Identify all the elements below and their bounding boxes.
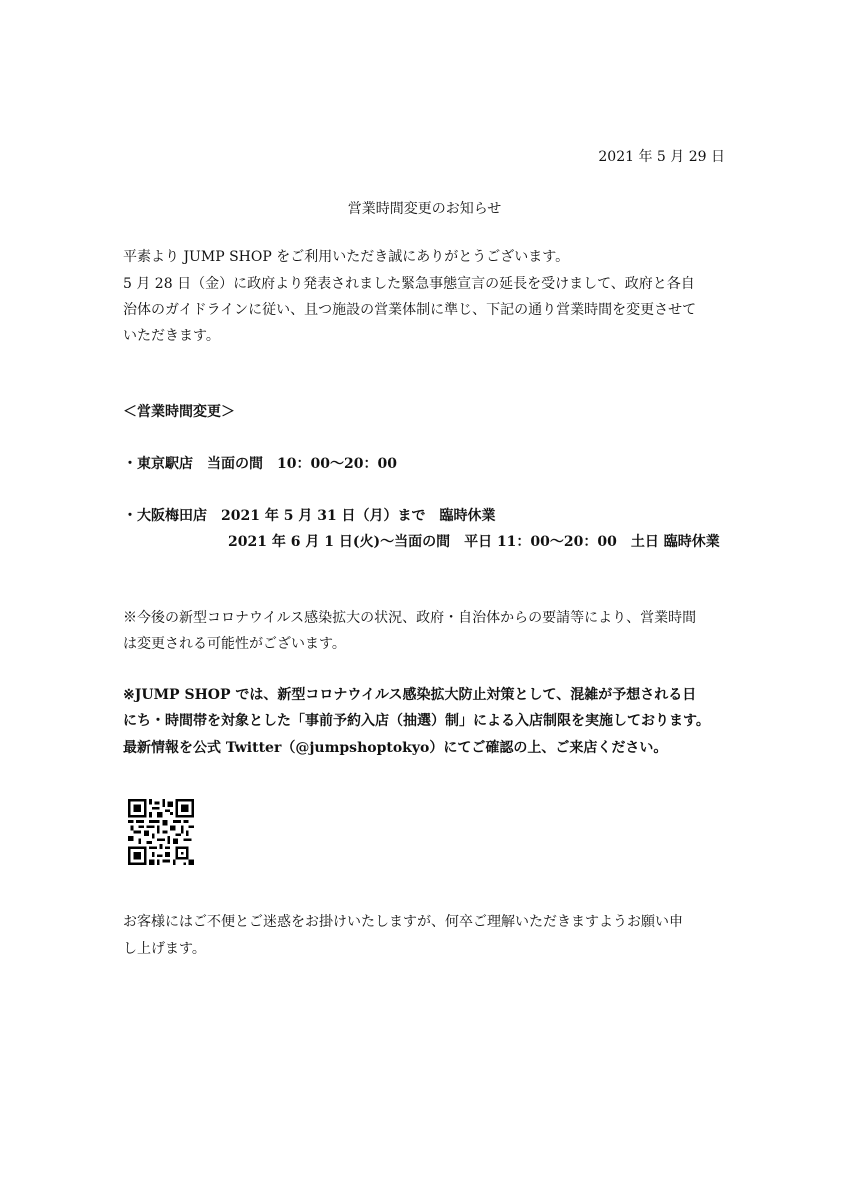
osaka-hours-line2: 2021 年 6 月 1 日(火)〜当面の間 平日 11：00〜20：00 土日 臨時休業 (228, 534, 720, 550)
notice-date: 2021 年 5 月 29 日 (598, 149, 725, 165)
section-heading: ＜営業時間変更＞ (123, 404, 235, 420)
reservation-line: 最新情報を公式 Twitter（@jumpshoptokyo）にてご確認の上、ご来店ください。 (123, 740, 668, 756)
intro-line: いただきます。 (123, 328, 220, 344)
closing-line: お客様にはご不便とご迷惑をお掛けいたしますが、何卒ご理解いただきますようお願い申 (123, 914, 683, 930)
qr-code-icon (128, 799, 194, 865)
notice-title: 営業時間変更のお知らせ (347, 201, 502, 217)
reservation-line: にち・時間帯を対象とした「事前予約入店（抽選）制」による入店制限を実施しております。 (123, 713, 710, 729)
tokyo-hours: ・東京駅店 当面の間 10：00〜20：00 (123, 456, 397, 472)
osaka-hours-line1: ・大阪梅田店 2021 年 5 月 31 日（月）まで 臨時休業 (123, 508, 496, 524)
intro-line: 5 月 28 日（金）に政府より発表されました緊急事態宣言の延長を受けまして、政府と各自 (123, 276, 695, 292)
intro-line: 治体のガイドラインに従い、且つ施設の営業体制に準じ、下記の通り営業時間を変更させて (123, 302, 697, 318)
intro-line: 平素より JUMP SHOP をご利用いただき誠にありがとうございます。 (123, 249, 570, 265)
reservation-line: ※JUMP SHOP では、新型コロナウイルス感染拡大防止対策として、混雑が予想される日 (123, 687, 697, 703)
closing-line: し上げます。 (123, 941, 206, 957)
caution-line: ※今後の新型コロナウイルス感染拡大の状況、政府・自治体からの要請等により、営業時間 (123, 610, 697, 626)
caution-line: は変更される可能性がございます。 (123, 636, 346, 652)
